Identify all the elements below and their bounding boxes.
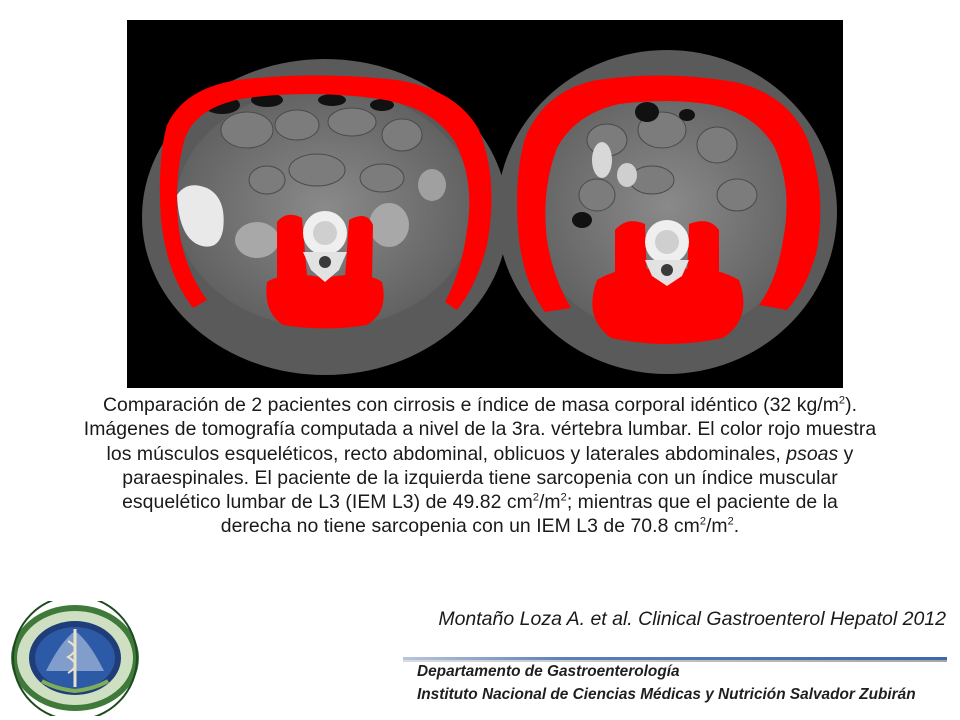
figure-caption (30, 393, 930, 539)
caption-line-3: los músculos esqueléticos, recto abdominal, oblicuos y laterales abdominales, psoas y (106, 442, 854, 465)
caption-line-6: derecha no tiene sarcopenia con un IEM L3 de 70.8 $cm^2/m^2$. (220, 515, 740, 538)
institute-name: Instituto Nacional de Ciencias Médicas y Nutrición Salvador Zubirán (417, 686, 916, 703)
ct-scan-comparison-image (127, 20, 843, 388)
caption-line-4: paraespinales. El paciente de la izquierda tiene sarcopenia con un índice muscular (122, 466, 838, 489)
caption-line-2: Imágenes de tomografía computada a nivel de la 3ra. vértebra lumbar. El color rojo muestra (83, 418, 877, 441)
caption-line-1: Comparación de 2 pacientes con cirrosis e índice de masa corporal idéntico (32 $kg/m^2$). (102, 394, 858, 416)
institution-seal-logo (6, 601, 144, 716)
department-name: Departamento de Gastroenterología (417, 663, 680, 680)
citation-reference: Montaño Loza A. et al. Clinical Gastroenterol Hepatol 2012 (438, 608, 946, 630)
right-patient-ct-slice (497, 50, 837, 374)
caption-line-5: esquelético lumbar de L3 (IEM L3) de 49.82 $cm^2/m^2$; mientras que el paciente de la (122, 491, 838, 514)
footer-divider-grey (403, 660, 947, 662)
left-patient-ct-slice (142, 59, 508, 375)
